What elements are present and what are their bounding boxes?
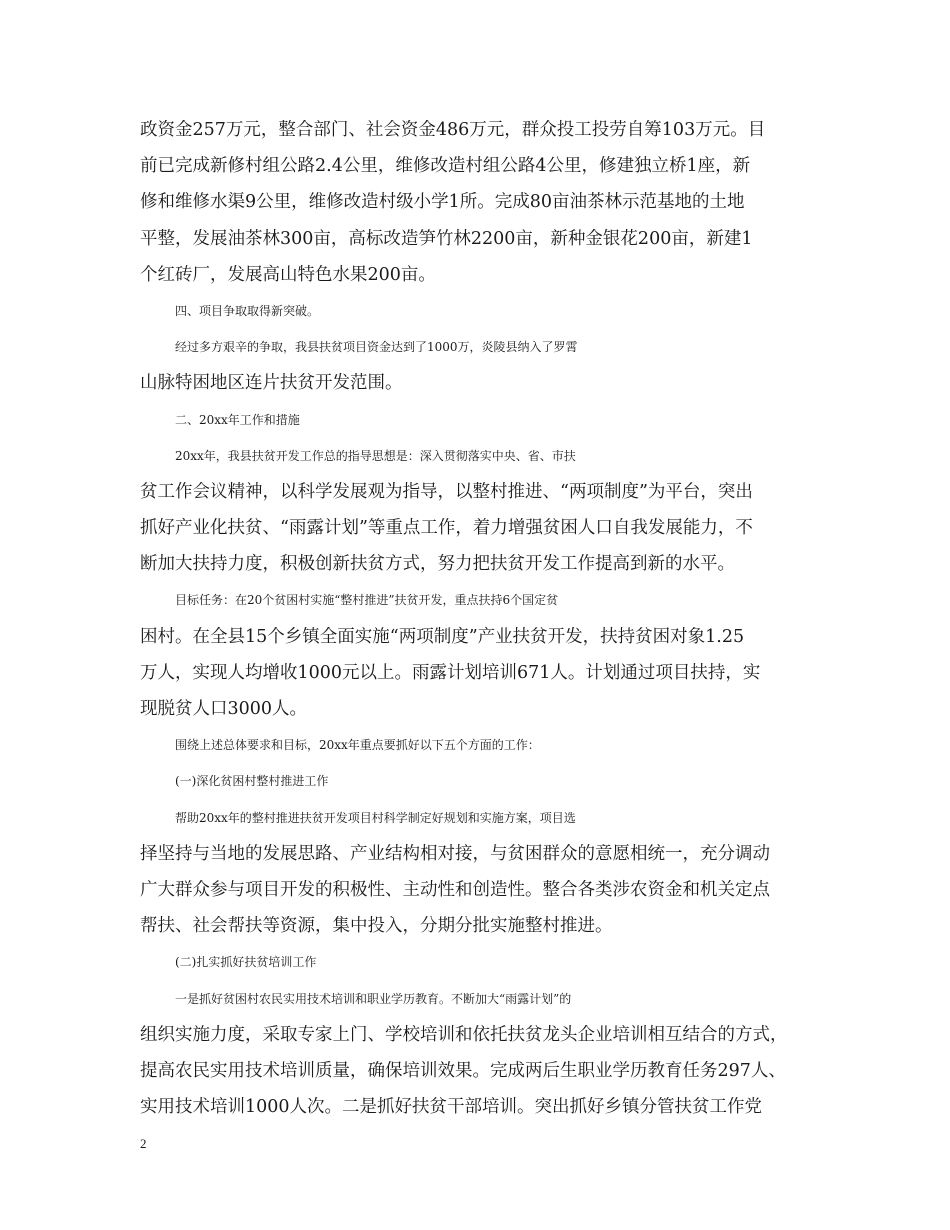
text-line: 一是抓好贫困村农民实用技术培训和职业学历教育。不断加大“雨露计划”的 xyxy=(175,991,572,1006)
text-line: 困村。在全县15个乡镇全面实施“两项制度”产业扶贫开发，扶持贫困对象1.25 xyxy=(140,626,745,647)
text-line: 经过多方艰辛的争取，我县扶贫项目资金达到了1000万，炎陵县纳入了罗霄 xyxy=(175,340,578,355)
text-line: 个红砖厂，发展高山特色水果200亩。 xyxy=(140,264,436,285)
text-line: 目标任务：在20个贫困村实施“整村推进”扶贫开发，重点扶持6个国定贫 xyxy=(175,593,559,608)
text-line: 山脉特困地区连片扶贫开发范围。 xyxy=(140,373,403,394)
text-line: 万人，实现人均增收1000元以上。雨露计划培训671人。计划通过项目扶持，实 xyxy=(140,662,761,683)
text-line: 帮助20xx年的整村推进扶贫开发项目村科学制定好规划和实施方案，项目选 xyxy=(175,810,576,825)
text-line: 政资金257万元，整合部门、社会资金486万元，群众投工投劳自筹103万元。目 xyxy=(140,120,766,140)
text-line: 广大群众参与项目开发的积极性、主动性和创造性。整合各类涉农资金和机关定点 xyxy=(140,879,770,900)
text-line: 四、项目争取取得新突破。 xyxy=(175,303,320,318)
text-line: 现脱贫人口3000人。 xyxy=(140,699,308,719)
text-line: 提高农民实用技术培训质量，确保培训效果。完成两后生职业学历教育任务297人、 xyxy=(140,1060,786,1081)
text-line: (一)深化贫困村整村推进工作 xyxy=(175,774,329,789)
text-line: 二、20xx年工作和措施 xyxy=(175,412,300,427)
text-line: 实用技术培训1000人次。二是抓好扶贫干部培训。突出抓好乡镇分管扶贫工作党 xyxy=(140,1097,763,1118)
text-line: 20xx年，我县扶贫开发工作总的指导思想是：深入贯彻落实中央、省、市扶 xyxy=(175,448,576,463)
text-line: 围绕上述总体要求和目标，20xx年重点要抓好以下五个方面的工作： xyxy=(175,738,540,753)
text-line: 贫工作会议精神，以科学发展观为指导，以整村推进、“两项制度”为平台，突出 xyxy=(140,481,753,502)
text-line: 组织实施力度，采取专家上门、学校培训和依托扶贫龙头企业培训相互结合的方式， xyxy=(140,1024,788,1045)
text-line: 断加大扶持力度，积极创新扶贫方式，努力把扶贫开发工作提高到新的水平。 xyxy=(140,554,735,575)
text-line: 择坚持与当地的发展思路、产业结构相对接，与贫困群众的意愿相统一，充分调动 xyxy=(140,843,770,864)
text-line: 修和维修水渠9公里，维修改造村级小学1所。完成80亩油茶林示范基地的土地 xyxy=(140,192,745,213)
document-body xyxy=(140,112,820,1125)
text-line: 平整，发展油茶林300亩，高标改造笋竹林2200亩，新种金银花200亩，新建1 xyxy=(140,228,753,249)
text-line: 帮扶、社会帮扶等资源，集中投入，分期分批实施整村推进。 xyxy=(140,916,613,937)
text-line: (二)扎实抓好扶贫培训工作 xyxy=(175,955,317,970)
text-line: 前已完成新修村组公路2.4公里，维修改造村组公路4公里，修建独立桥1座，新 xyxy=(140,156,751,177)
page-number: 2 xyxy=(140,1136,147,1151)
text-line: 抓好产业化扶贫、“雨露计划”等重点工作，着力增强贫困人口自我发展能力，不 xyxy=(140,518,753,539)
